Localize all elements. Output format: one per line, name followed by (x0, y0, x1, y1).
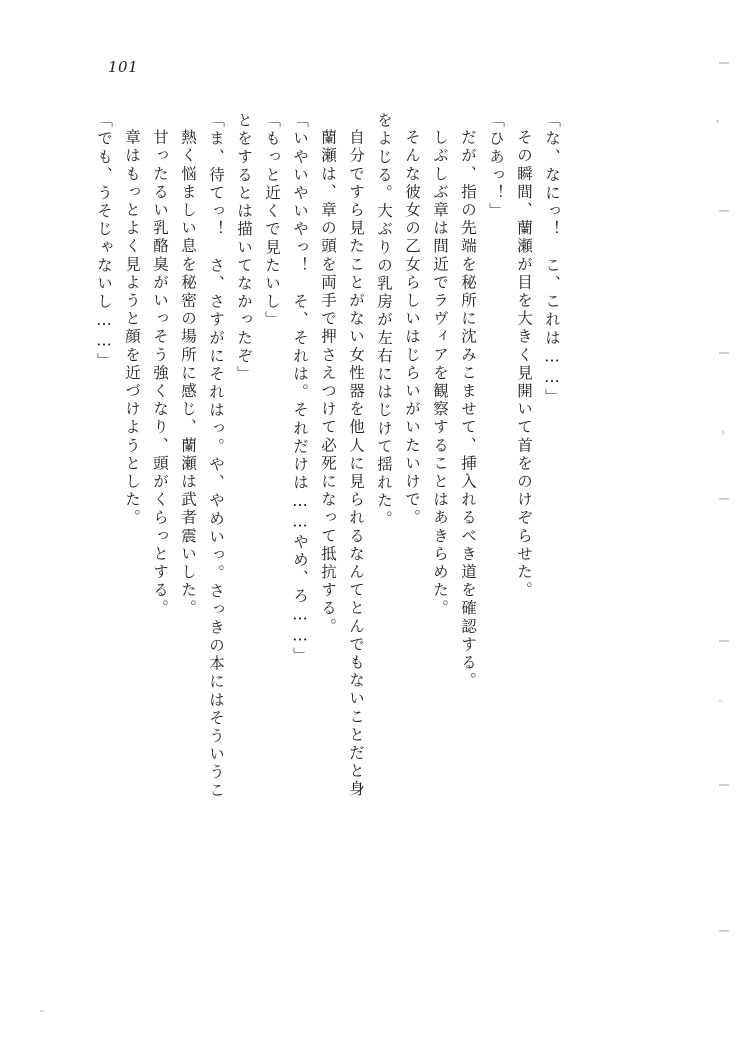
page-number: 101 (108, 58, 139, 76)
text-line: 「な、なにっ！ こ、これは……」 (543, 112, 561, 407)
text-line: 熱く悩ましい息を秘密の場所に感じ、蘭瀬は武者震いした。 (179, 129, 197, 618)
text-line: 「いやいやいやっ！ そ、それは。それだけは……やめ、ろ……」 (291, 112, 309, 665)
text-line: 「ひあっ！」 (487, 112, 505, 221)
text-line: をよじる。大ぶりの乳房が左右にはじけて揺れた。 (375, 112, 393, 529)
text-line: しぶしぶ章は間近でラヴィアを観察することはあきらめた。 (431, 129, 449, 618)
text-line: 甘ったるい乳酪臭がいっそう強くなり、頭がくらっとする。 (151, 129, 169, 618)
vertical-text-body (83, 112, 643, 912)
text-line: そんな彼女の乙女らしいはじらいがいたいけで。 (403, 129, 421, 528)
scan-artifact (719, 930, 729, 932)
scan-speckle (722, 430, 724, 435)
text-line: 章はもっとよく見ようと顔を近づけようとした。 (123, 129, 141, 528)
scan-artifact (719, 784, 729, 786)
text-line: 蘭瀬は、章の頭を両手で押さえつけて必死になって抵抗する。 (319, 129, 337, 636)
scan-artifact (719, 62, 729, 64)
scan-speckle (716, 120, 719, 123)
text-line: 「もっと近くで見たいし」 (263, 112, 281, 330)
scan-artifact (719, 498, 729, 500)
text-line: 「でも、うそじゃないし……」 (95, 112, 113, 371)
text-line: その瞬間、蘭瀬が目を大きく見開いて首をのけぞらせた。 (515, 129, 533, 600)
scan-artifact (719, 352, 729, 354)
text-line: とをするとは描いてなかったぞ」 (235, 112, 253, 384)
scan-artifact (719, 210, 729, 212)
text-line: だが、指の先端を秘所に沈みこませて、挿入れるべき道を確認する。 (459, 129, 477, 691)
text-line: 自分ですら見たことがない女性器を他人に見られるなんてとんでもないことだと身 (347, 129, 365, 799)
scan-speckle (719, 700, 722, 702)
scan-artifact (719, 640, 729, 642)
text-line: 「ま、待てっ！ さ、さすがにそれはっ。や、やめいっ。さっきの本にはそういうこ (207, 112, 225, 800)
scan-speckle (40, 1010, 44, 1012)
